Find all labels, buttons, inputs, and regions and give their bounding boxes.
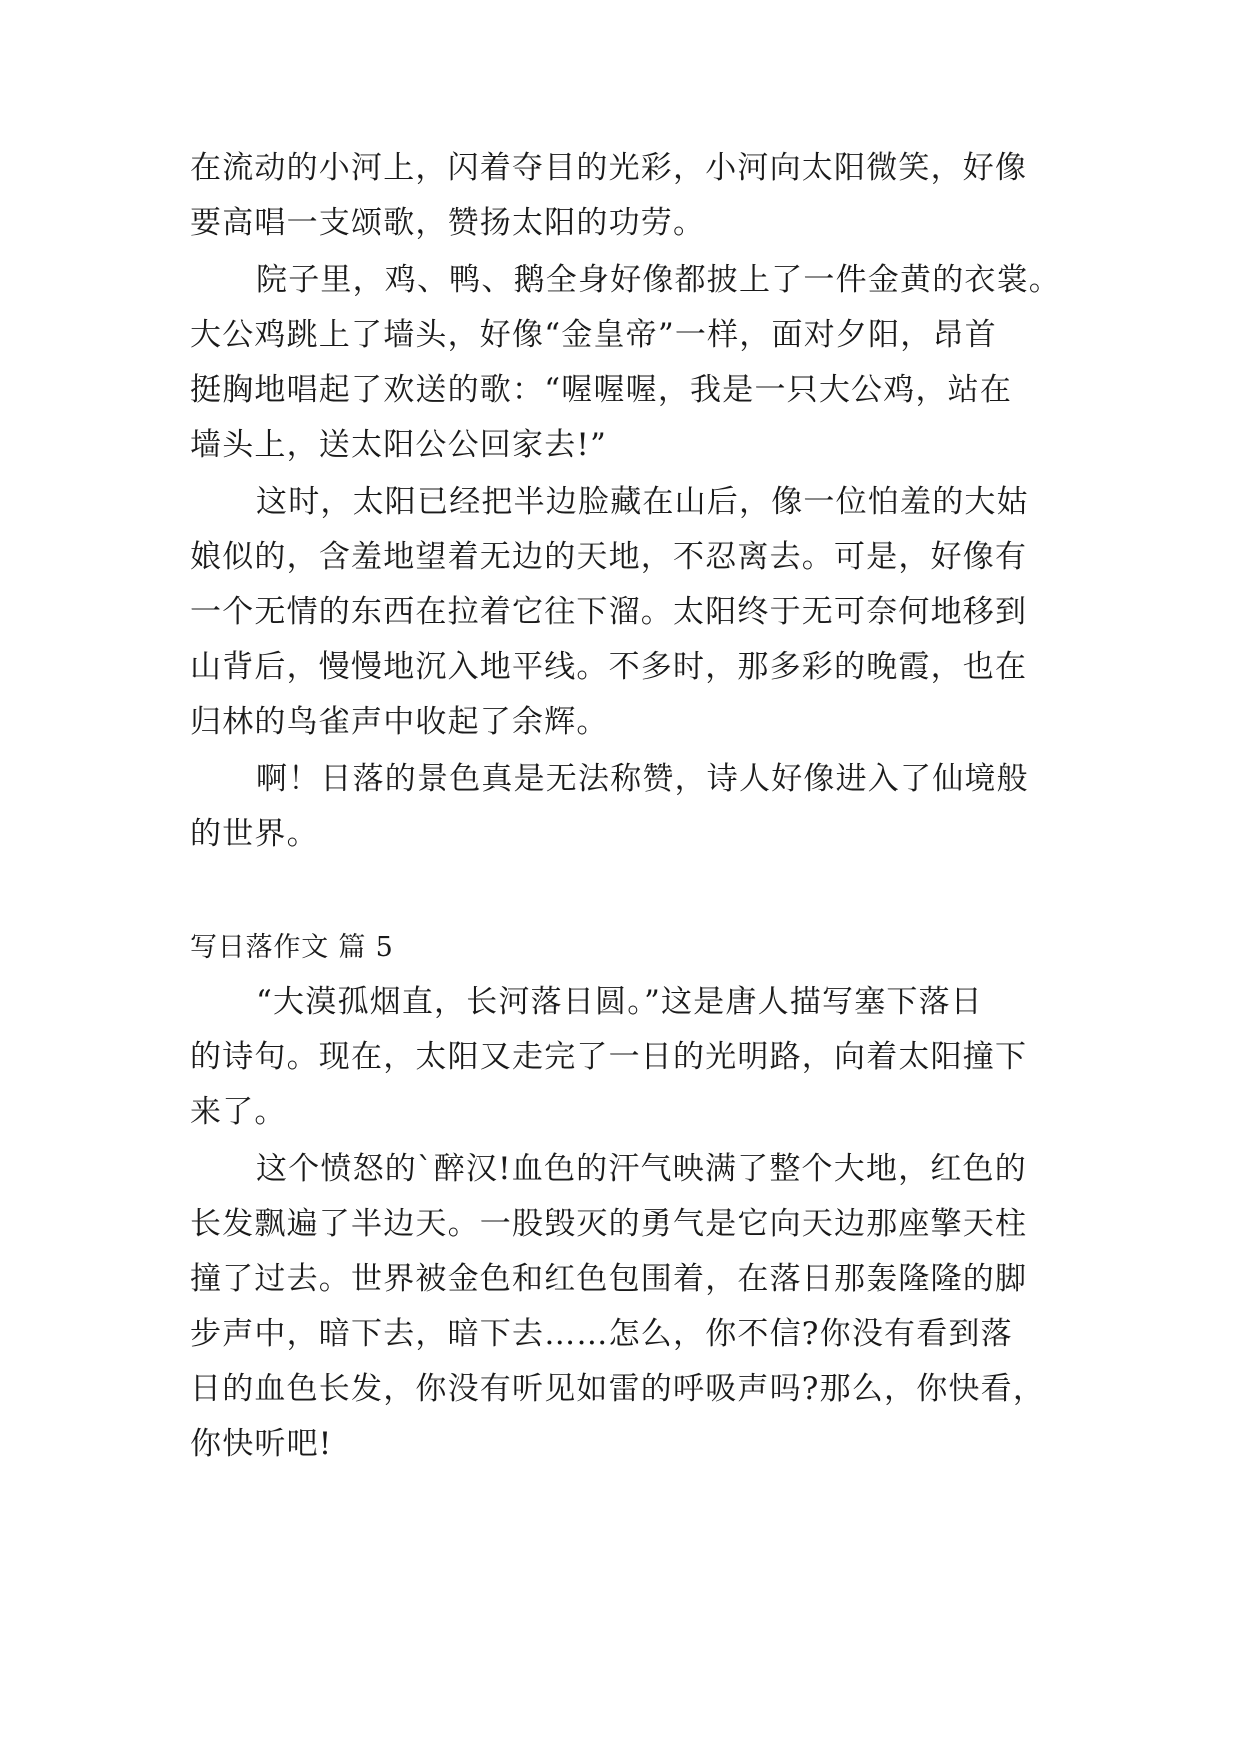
paragraph-start-line: 院子里，鸡、鸭、鹅全身好像都披上了一件金黄的衣裳。: [256, 262, 1061, 298]
text-line: 挺胸地唱起了欢送的歌：“喔喔喔，我是一只大公鸡，站在: [190, 372, 1013, 408]
text-line: 的世界。: [190, 816, 319, 852]
text-line: 一个无情的东西在拉着它往下溜。太阳终于无可奈何地移到: [190, 594, 1028, 630]
text-line: 娘似的，含羞地望着无边的天地，不忍离去。可是，好像有: [190, 539, 1028, 575]
section-heading: 写日落作文 篇 5: [190, 932, 394, 963]
text-line: 的诗句。现在，太阳又走完了一日的光明路，向着太阳撞下: [190, 1039, 1028, 1075]
text-line: 你快听吧!: [190, 1426, 333, 1462]
text-line: 在流动的小河上，闪着夺目的光彩，小河向太阳微笑，好像: [190, 150, 1028, 186]
text-line: 日的血色长发，你没有听见如雷的呼吸声吗?那么，你快看，: [190, 1371, 1046, 1407]
text-line: 要高唱一支颂歌，赞扬太阳的功劳。: [190, 205, 706, 241]
text-line: 山背后，慢慢地沉入地平线。不多时，那多彩的晚霞，也在: [190, 649, 1028, 685]
text-line: 大公鸡跳上了墙头，好像“金皇帝”一样，面对夕阳，昂首: [190, 317, 997, 353]
paragraph-start-line: 啊！日落的景色真是无法称赞，诗人好像进入了仙境般: [256, 761, 1029, 797]
text-line: 长发飘遍了半边天。一股毁灭的勇气是它向天边那座擎天柱: [190, 1206, 1028, 1242]
text-line: 撞了过去。世界被金色和红色包围着，在落日那轰隆隆的脚: [190, 1261, 1028, 1297]
paragraph-start-line: 这个愤怒的`醉汉!血色的汗气映满了整个大地，红色的: [256, 1151, 1027, 1187]
text-line: 墙头上，送太阳公公回家去!”: [190, 427, 608, 463]
paragraph-start-line: “大漠孤烟直，长河落日圆。”这是唐人描写塞下落日: [256, 984, 983, 1020]
paragraph-start-line: 这时，太阳已经把半边脸藏在山后，像一位怕羞的大姑: [256, 484, 1029, 520]
text-line: 来了。: [190, 1094, 287, 1130]
text-line: 步声中，暗下去，暗下去……怎么，你不信?你没有看到落: [190, 1316, 1013, 1352]
text-line: 归林的鸟雀声中收起了余辉。: [190, 704, 609, 740]
